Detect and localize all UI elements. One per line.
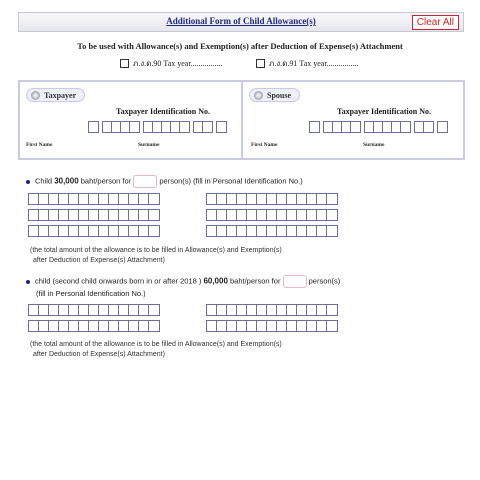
id-digit-cell[interactable] <box>89 210 99 220</box>
child-60000-line <box>26 275 340 288</box>
checkbox-pnd90[interactable] <box>120 59 129 68</box>
id-digit-cell[interactable] <box>139 194 149 204</box>
id-digit-cell[interactable] <box>99 226 109 236</box>
id-digit-cell[interactable] <box>119 194 129 204</box>
id-digit-cell[interactable] <box>129 305 139 315</box>
child-id-input-1[interactable] <box>28 193 160 205</box>
spouse-tab <box>249 88 300 102</box>
id-digit-cell[interactable] <box>39 210 49 220</box>
id-digit-cell[interactable] <box>139 305 149 315</box>
spouse-title: Spouse <box>267 90 292 100</box>
id-digit-cell[interactable] <box>39 194 49 204</box>
id-digit-cell[interactable] <box>207 321 217 331</box>
id-digit-cell[interactable] <box>297 194 307 204</box>
id-digit-cell[interactable] <box>149 321 159 331</box>
id-digit-cell[interactable] <box>119 226 129 236</box>
s2-prefix: child (second child onwards born in or after 2018 ) <box>35 276 204 286</box>
id-digit-cell[interactable] <box>227 305 237 315</box>
id-digit-cell[interactable] <box>109 226 119 236</box>
id-digit-cell[interactable] <box>49 321 59 331</box>
id-digit-cell[interactable] <box>297 321 307 331</box>
id-digit-cell[interactable] <box>227 210 237 220</box>
id-digit-cell[interactable] <box>207 305 217 315</box>
s1-prefix: Child <box>35 176 55 186</box>
s1-amount: 30,000 <box>54 176 79 186</box>
id-digit-cell[interactable] <box>317 305 327 315</box>
id-digit-cell[interactable] <box>227 321 237 331</box>
id-digit-cell[interactable] <box>277 210 287 220</box>
id-digit-cell[interactable] <box>237 210 247 220</box>
id-digit-cell[interactable] <box>39 226 49 236</box>
id-digit-cell[interactable] <box>257 210 267 220</box>
id-digit-cell[interactable] <box>129 226 139 236</box>
taxpayer-tab <box>26 88 85 102</box>
id-digit-cell[interactable] <box>267 210 277 220</box>
id-digit-cell[interactable] <box>247 194 257 204</box>
spouse-tin-label: Taxpayer Identification No. <box>337 107 432 116</box>
id-digit-cell[interactable] <box>29 210 39 220</box>
spouse-first-name-label: First Name <box>251 142 278 148</box>
id-digit-cell[interactable] <box>89 305 99 315</box>
bullet-icon <box>26 280 30 284</box>
child-60000-count-input[interactable] <box>283 275 307 288</box>
s2-sub: (fill in Personal Identification No.) <box>36 289 146 298</box>
taxpayer-surname-label: Surname <box>138 142 160 148</box>
id-digit-cell[interactable] <box>69 226 79 236</box>
id-digit-cell[interactable] <box>139 210 149 220</box>
s1-note-line1: (the total amount of the allowance is to be filled in Allowance(s) and Exemption(s) <box>30 247 282 254</box>
s2-suffix: person(s) <box>306 276 341 286</box>
id-digit-cell[interactable] <box>119 210 129 220</box>
id-digit-cell[interactable] <box>69 321 79 331</box>
id-digit-cell[interactable] <box>267 194 277 204</box>
id-digit-cell[interactable] <box>109 194 119 204</box>
id-digit-cell[interactable] <box>267 305 277 315</box>
id-digit-cell[interactable] <box>247 321 257 331</box>
id-digit-cell[interactable] <box>317 226 327 236</box>
s2-note-line1: (the total amount of the allowance is to be filled in Allowance(s) and Exemption(s) <box>30 341 282 348</box>
id-digit-cell[interactable] <box>119 305 129 315</box>
child-id-input-4[interactable] <box>206 209 338 221</box>
id-digit-cell[interactable] <box>307 210 317 220</box>
id-digit-cell[interactable] <box>207 210 217 220</box>
id-digit-cell[interactable] <box>307 194 317 204</box>
id-digit-cell[interactable] <box>257 194 267 204</box>
s2-mid: baht/person for <box>227 276 283 286</box>
taxpayer-tin-label: Taxpayer Identification No. <box>116 107 211 116</box>
id-digit-cell[interactable] <box>207 194 217 204</box>
tax-option-90-label: ภ.ง.ด.90 Tax year................ <box>133 59 223 68</box>
id-digit-cell[interactable] <box>217 321 227 331</box>
s1-suffix: person(s) (fill in Personal Identification No.) <box>157 176 303 186</box>
id-digit-cell[interactable] <box>257 321 267 331</box>
id-digit-cell[interactable] <box>277 305 287 315</box>
id-digit-cell[interactable] <box>247 305 257 315</box>
id-digit-cell[interactable] <box>257 305 267 315</box>
id-digit-cell[interactable] <box>149 305 159 315</box>
spouse-surname-label: Surname <box>363 142 385 148</box>
id-digit-cell[interactable] <box>327 194 337 204</box>
id-digit-cell[interactable] <box>297 226 307 236</box>
tin-group-5[interactable] <box>216 121 227 133</box>
id-digit-cell[interactable] <box>237 321 247 331</box>
id-digit-cell[interactable] <box>307 321 317 331</box>
id-digit-cell[interactable] <box>327 226 337 236</box>
id-digit-cell[interactable] <box>139 321 149 331</box>
id-digit-cell[interactable] <box>327 321 337 331</box>
s2-note <box>30 340 282 360</box>
id-digit-cell[interactable] <box>307 226 317 236</box>
id-digit-cell[interactable] <box>59 226 69 236</box>
id-digit-cell[interactable] <box>89 321 99 331</box>
id-digit-cell[interactable] <box>129 321 139 331</box>
id-digit-cell[interactable] <box>29 305 39 315</box>
form-subtitle: To be used with Allowance(s) and Exemption(s) after Deduction of Expense(s) Attachment <box>77 41 403 51</box>
id-digit-cell[interactable] <box>89 226 99 236</box>
id-digit-cell[interactable] <box>287 194 297 204</box>
id-digit-cell[interactable] <box>59 321 69 331</box>
id-digit-cell[interactable] <box>99 194 109 204</box>
s1-note <box>30 246 282 266</box>
tax-option-91[interactable] <box>256 57 359 70</box>
s2-note-line2: after Deduction of Expense(s) Attachment) <box>33 351 165 358</box>
id-digit-cell[interactable] <box>49 210 59 220</box>
id-digit-cell[interactable] <box>297 210 307 220</box>
id-digit-cell[interactable] <box>79 194 89 204</box>
spouse-tin-group-3[interactable] <box>364 121 411 133</box>
taxpayer-title: Taxpayer <box>44 90 77 100</box>
id-digit-cell[interactable] <box>237 226 247 236</box>
id-digit-cell[interactable] <box>39 305 49 315</box>
child2-id-input-3[interactable] <box>28 320 160 332</box>
form-title: Additional Form of Child Allowance(s) <box>166 16 316 26</box>
id-digit-cell[interactable] <box>29 194 39 204</box>
id-digit-cell[interactable] <box>327 305 337 315</box>
id-digit-cell[interactable] <box>79 321 89 331</box>
id-digit-cell[interactable] <box>227 194 237 204</box>
id-digit-cell[interactable] <box>79 226 89 236</box>
bullet-icon <box>26 180 30 184</box>
checkbox-pnd91[interactable] <box>256 59 265 68</box>
id-digit-cell[interactable] <box>89 194 99 204</box>
s1-mid: baht/person for <box>78 176 134 186</box>
child-id-input-6[interactable] <box>206 225 338 237</box>
id-digit-cell[interactable] <box>287 226 297 236</box>
id-digit-cell[interactable] <box>237 194 247 204</box>
id-digit-cell[interactable] <box>49 305 59 315</box>
id-digit-cell[interactable] <box>247 226 257 236</box>
id-digit-cell[interactable] <box>247 210 257 220</box>
id-digit-cell[interactable] <box>149 226 159 236</box>
tax-option-90[interactable] <box>120 57 223 70</box>
id-digit-cell[interactable] <box>59 210 69 220</box>
id-digit-cell[interactable] <box>79 305 89 315</box>
spouse-radio-icon <box>254 91 263 100</box>
clear-all-button[interactable]: Clear All <box>412 15 459 30</box>
id-digit-cell[interactable] <box>277 321 287 331</box>
id-digit-cell[interactable] <box>69 210 79 220</box>
spouse-tin-input[interactable] <box>309 121 448 133</box>
id-digit-cell[interactable] <box>109 305 119 315</box>
taxpayer-tin-input[interactable] <box>88 121 227 133</box>
id-digit-cell[interactable] <box>29 226 39 236</box>
s1-note-line2: after Deduction of Expense(s) Attachment) <box>33 257 165 264</box>
id-digit-cell[interactable] <box>327 210 337 220</box>
child-id-input-3[interactable] <box>28 209 160 221</box>
spouse-tin-group-4[interactable] <box>414 121 434 133</box>
id-digit-cell[interactable] <box>49 194 59 204</box>
id-digit-cell[interactable] <box>217 305 227 315</box>
id-digit-cell[interactable] <box>49 226 59 236</box>
tin-group-1[interactable] <box>88 121 99 133</box>
id-digit-cell[interactable] <box>217 194 227 204</box>
id-digit-cell[interactable] <box>257 226 267 236</box>
id-digit-cell[interactable] <box>207 226 217 236</box>
id-digit-cell[interactable] <box>149 194 159 204</box>
id-digit-cell[interactable] <box>29 321 39 331</box>
child-30000-line <box>26 175 303 188</box>
id-digit-cell[interactable] <box>217 210 227 220</box>
spouse-tin-group-2[interactable] <box>323 121 361 133</box>
id-digit-cell[interactable] <box>99 305 109 315</box>
id-digit-cell[interactable] <box>129 194 139 204</box>
id-digit-cell[interactable] <box>99 210 109 220</box>
tin-group-2[interactable] <box>102 121 140 133</box>
id-digit-cell[interactable] <box>297 305 307 315</box>
spouse-tin-group-1[interactable] <box>309 121 320 133</box>
child2-id-input-4[interactable] <box>206 320 338 332</box>
id-digit-cell[interactable] <box>217 226 227 236</box>
id-digit-cell[interactable] <box>277 226 287 236</box>
id-digit-cell[interactable] <box>119 321 129 331</box>
id-digit-cell[interactable] <box>277 194 287 204</box>
id-digit-cell[interactable] <box>79 210 89 220</box>
taxpayer-radio-icon <box>31 91 40 100</box>
taxpayer-first-name-label: First Name <box>26 142 53 148</box>
id-digit-cell[interactable] <box>59 194 69 204</box>
id-digit-cell[interactable] <box>317 210 327 220</box>
id-digit-cell[interactable] <box>287 210 297 220</box>
child-id-input-2[interactable] <box>206 193 338 205</box>
id-digit-cell[interactable] <box>109 210 119 220</box>
child2-id-input-1[interactable] <box>28 304 160 316</box>
tin-group-4[interactable] <box>193 121 213 133</box>
s2-amount: 60,000 <box>203 276 228 286</box>
tin-group-3[interactable] <box>143 121 190 133</box>
child-id-input-5[interactable] <box>28 225 160 237</box>
id-digit-cell[interactable] <box>317 321 327 331</box>
spouse-tin-group-5[interactable] <box>437 121 448 133</box>
child-30000-count-input[interactable] <box>133 175 157 188</box>
form-title-bar <box>18 12 464 32</box>
id-digit-cell[interactable] <box>317 194 327 204</box>
id-digit-cell[interactable] <box>99 321 109 331</box>
child2-id-input-2[interactable] <box>206 304 338 316</box>
id-digit-cell[interactable] <box>267 226 277 236</box>
id-digit-cell[interactable] <box>287 305 297 315</box>
id-digit-cell[interactable] <box>129 210 139 220</box>
id-digit-cell[interactable] <box>69 305 79 315</box>
id-digit-cell[interactable] <box>227 226 237 236</box>
taxpayer-panel <box>18 80 242 160</box>
id-digit-cell[interactable] <box>267 321 277 331</box>
id-digit-cell[interactable] <box>237 305 247 315</box>
id-digit-cell[interactable] <box>39 321 49 331</box>
id-digit-cell[interactable] <box>149 210 159 220</box>
id-digit-cell[interactable] <box>307 305 317 315</box>
tax-option-91-label: ภ.ง.ด.91 Tax year................ <box>269 59 359 68</box>
id-digit-cell[interactable] <box>59 305 69 315</box>
id-digit-cell[interactable] <box>109 321 119 331</box>
id-digit-cell[interactable] <box>69 194 79 204</box>
spouse-panel <box>242 80 465 160</box>
id-digit-cell[interactable] <box>139 226 149 236</box>
id-digit-cell[interactable] <box>287 321 297 331</box>
